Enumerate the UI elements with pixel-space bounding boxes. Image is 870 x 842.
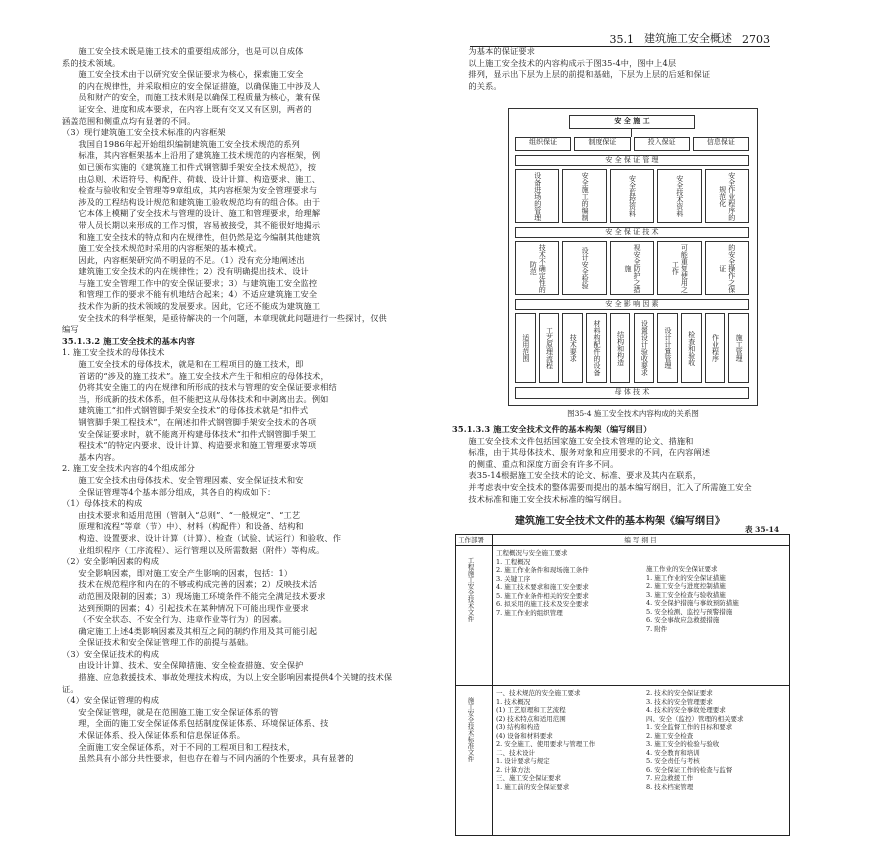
diagram-box: 施工管理 [728,313,749,383]
diagram-box: 的安全操作之保证 [705,241,749,295]
text-line: 安全保证管理，就是在范围施工施工安全保证体系的管 [78,706,279,717]
text-line: 2. 施工安全技术内容的4个组成部分 [62,463,195,474]
table-line: 8. 技术档案管理 [646,782,694,791]
text-line: 并考虑表中安全技术的整体需要而提出的基本编写纲目，汇入了所需施工安全 [468,481,752,492]
text-line: 表35-14根据施工安全技术的论文、标准、要求及其内在联系， [468,470,702,481]
table-line: 四、安全（监控）管理的相关要求 [646,714,744,723]
diagram-box: 安全施工的编制 [562,169,606,223]
text-line: 虽然具有小部分共性要求，但也存在着与不同内涵的个性要求，具有显著的 [78,753,354,764]
table-line: 2. 安全施工、使用要求与管理工作 [496,740,596,748]
diagram-top: 安 全 施 工 [569,115,695,129]
table-line: 6. 拟采用的施工技术及安全要求 [496,600,589,608]
text-line: 基本内容。 [78,451,121,462]
table-line: 1. 设计要求与规定 [496,757,550,765]
text-line: 和管理工作的要求不能有机地结合起来；4）不适应建筑施工安全 [78,289,318,300]
table-line: 2. 施工安全与进度控制措施 [646,582,726,590]
text-line: 当，形成新的技术体系，但不能把这从母体技术和中剥离出去。例如 [78,393,329,404]
table-section2-left [496,689,646,791]
text-line: （1）母体技术的构成 [62,498,143,509]
text-line: 如已颁布实施的《建筑施工扣件式钢管脚手架安全技术规范》，按 [78,161,317,172]
table-line: (4) 设备和材料要求 [496,731,553,740]
text-line: （3）现行建筑施工安全技术标准的内容框架 [62,127,226,138]
text-line: 标准，其内容框架基本上沿用了建筑施工技术规范的内容框架，例 [78,150,321,161]
text-line: （4）安全保证管理的构成 [62,695,160,706]
text-line: 技术标准和施工安全技术标准的编写纲目。 [468,493,627,504]
text-line: 施工安全技术由母体技术、安全管理因素、安全保证技术和安 [78,474,304,485]
diagram-box: 设置设计验收要求 [634,313,655,383]
text-line: 全保证技术和安全保证管理工作的前提与基础。 [78,637,254,648]
table-line: (2) 技术特点和适用范围 [496,714,566,723]
text-line: 证。 [62,683,79,694]
diagram-box: 适用范围 [515,313,536,383]
left-column [62,46,418,765]
table-line: 2. 施工安全检查 [646,731,694,740]
table-line: 一、技术规范的安全施工要求 [496,689,581,697]
text-line: 施工安全技术规范时采用的内容框架的基本模式。 [78,243,262,254]
diagram-box: 技术不确定性的防范 [515,241,559,295]
right-column-mid [452,424,788,505]
table-line: 2. 施工作业条件和现场施工条件 [496,566,589,574]
text-line: 措施、应急救援技术、事故处理技术构成，为以上安全影响因素提供4个关键的技术保 [78,672,393,683]
text-line: 技术在规范程序和内在的不够或构成完善的因素；2）反映技术活 [78,579,318,590]
text-line: 构造、设置要求、设计计算（计算）、检查（试验、试运行）和验收、作 [78,532,342,543]
text-line: 与施工安全管理工作中的安全保证要求；3）与建筑施工安全监控 [78,277,318,288]
table-line: 2. 技术的安全保证要求 [646,689,713,697]
table-line: 7. 施工作业的组织管理 [496,608,563,617]
text-line: 证安全、进度和成本要求，在内容上既有交叉又有区别，两者的 [78,103,312,114]
text-line: 带人员长期以来形成的工作习惯，容易被接受，其不能很好地揭示 [78,219,321,230]
text-line: 安全技术的科学框架，是亟待解决的一个问题，本章现就此问题进行一些探讨，仅供 [78,312,387,323]
text-line: 动范围及限制的因素；3）现场施工环境条件不能完全满足技术要求 [78,590,326,601]
text-line: （2）安全影响因素的构成 [62,556,160,567]
text-line: 员和财产的安全，而施工技术则是以确保工程质量为核心，兼有保 [78,92,321,103]
text-line: 全保证管理等4个基本部分组成，其各自的构成如下： [78,486,276,497]
table-line: 6. 安全保证工作的检查与监督 [646,765,733,774]
table-line: 3. 技术的安全管理要求 [646,697,713,706]
text-line: 检查与验收和安全管理等9章组成，其内容框架为安全管理要求与 [78,185,318,196]
text-line: 建筑施工安全技术的内在规律性；2）没有明确提出技术、设计 [78,266,309,277]
header-page: 2703 [742,33,770,46]
table-line: 7. 附件 [646,624,668,633]
text-line: 施工安全技术既是施工技术的重要组成部分，也是可以自成体 [78,46,304,56]
text-line: （3）安全保证技术的构成 [62,648,160,659]
table-line: 5. 施工作业条件相关的安全要求 [496,591,589,600]
diagram-box: 投入保证 [634,137,690,151]
text-line: 安全影响因素，即对施工安全产生影响的因素，包括：1） [78,567,293,578]
text-line: 由设计计算、技术、安全保障措施、安全检查措施、安全保护 [78,660,304,671]
text-line: （不安全状态、不安全行为、违章作业等行为）的因素。 [78,614,287,625]
diagram-box: 结构和构造 [610,313,631,383]
table-line: 4. 施工技术要求和施工安全要求 [496,583,589,591]
text-line: 编写 [62,324,79,335]
text-line: 技术作为新的技术领域的发展要求。因此，它还不能成为建筑施工 [78,301,321,312]
text-line: 涵盖范围和侧重点均有显著的不同。 [62,115,196,126]
table-section2-label: 施工安全技术标准文件 [466,697,475,762]
outline-table [455,534,790,836]
diagram-box: 可能重复使用之工作 [657,241,701,295]
text-line: 的内在规律性，并采取相应的安全保证措施，以确保施工中涉及人 [78,80,321,91]
text-line: 系的技术领域。 [62,57,121,68]
text-line: 因此，内容框架研究尚不明显的不足。（1）没有充分地阐述出 [78,254,305,265]
table-line: 4. 安全教育和培训 [646,748,700,757]
text-line: 它本体上模糊了安全技术与管理的设计、施工和管理要求，给理解 [78,208,321,219]
text-line: 1. 施工安全技术的母体技术 [62,347,165,358]
text-line: 施工安全技术由于以研究安全保证要求为核心，探索施工安全 [78,69,304,80]
text-line: 由总则、术语符号、构配件、荷载、设计计算、构造要求、施工、 [78,173,321,184]
diagram-box: 设计安全检验 [562,241,606,295]
text-line: 以上施工安全技术的内容构成示于图35-4中，图中上4层 [468,57,677,68]
diagram-box: 信息保证 [693,137,749,151]
table-line: 二、技术设计 [496,748,535,757]
table-title: 建筑施工安全技术文件的基本构架《编写纲目》 [515,516,725,527]
diagram-row5-title: 安 全 影 响 因 素 [515,299,749,310]
table-line: 1. 施工作业的安全保证措施 [646,573,726,582]
text-line: 原理和流程”等章（节）中）、材料（构配件）和设备、结构和 [78,521,304,532]
table-line: 3. 关键工序 [496,574,531,583]
text-line: 安全保证要求时，就不能离开构建母体技术“扣件式钢管脚手架工 [78,428,317,439]
text-line: 确定施工上述4类影响因素及其相互之间的制约作用及其可能引起 [78,625,318,636]
text-line: 施工安全技术文件包括国家施工安全技术管理的论文、措施和 [468,435,694,446]
right-column-top [452,46,788,92]
diagram-box: 设计计算管理 [657,313,678,383]
diagram-row4-title: 安 全 保 证 技 术 [515,227,749,238]
table-section1-label: 工程施工安全技术文件 [466,557,475,622]
table-line: 3. 施工安全检查与验收措施 [646,590,726,599]
diagram-bottom: 母 体 技 术 [515,387,749,399]
diagram-box: 组织保证 [515,137,571,151]
table-number: 表 35-14 [745,525,780,534]
table-line: 工程概况与安全施工要求 [496,549,568,557]
page-header [470,30,770,47]
table-line: 1. 安全监督工作的目标和要求 [646,723,733,731]
table-line: 2. 计算方法 [496,765,531,774]
text-line: 钢管脚手架工程技术”，在阐述扣件式钢管脚手架安全技术的各项 [78,417,317,427]
text-line: 达到预期的因素；4）引起技术在某种情况下可能出现作业要求 [78,602,309,613]
diagram-box: 检查和验收 [681,313,702,383]
table-header-mid: 编 写 纲 目 [624,536,657,544]
table-line: 1. 工程概况 [496,557,531,566]
table-line: 5. 安全检测、监控与预警措施 [646,607,733,616]
text-line: 建筑施工“扣件式钢管脚手架安全技术”的母体技术就是“扣件式 [78,405,309,416]
text-line: 涉及的工程结构设计规范和建筑施工验收规范均有的组合体。由于 [78,196,321,207]
table-header-left: 工作部署 [458,536,484,544]
diagram-row3-title: 安 全 保 证 管 理 [515,155,749,166]
text-line: 我国自1986年起开始组织编制建筑施工安全技术规范的系列 [78,138,300,149]
text-line: 排列，显示出下层为上层的前提和基础，下层为上层的后延和保证 [468,69,711,80]
diagram-box: 材料构配件的设备 [586,313,607,383]
table-line: 施工作业的安全保证要求 [646,565,718,573]
text-line: 由技术要求和适用范围（管制入“总则”、“一般规定”、“工艺 [78,509,301,520]
table-line: 1. 技术概况 [496,697,531,706]
text-line: 35.1.3.2 施工安全技术的基本内容 [62,335,195,346]
diagram-box: 视安全防护之措施 [610,241,654,295]
diagram-box: 工艺原理流程 [539,313,560,383]
text-line: 为基本的保证要求 [468,46,536,56]
text-line: 的关系。 [468,80,502,91]
text-line: 程技术”的特定内要求、设计计算、构造要求和施工管理要求等项 [78,440,317,451]
diagram-box: 安全监控资料 [610,169,654,223]
text-line: 的侧重、重点和深度方面会有许多不同。 [468,458,619,469]
table-section1-right [646,565,786,633]
text-line: 仍将其安全施工的内在规律和所形成的技术与管理的安全保证要求相结 [78,382,337,393]
table-line: 1. 施工前的安全保证要求 [496,782,570,791]
diagram-box: 设备进场的管理 [515,169,559,223]
table-line: (3) 结构和构造 [496,723,540,731]
diagram-caption: 图35-4 施工安全技术内容构成的关系图 [567,409,699,418]
header-title: 建筑施工安全概述 [644,32,732,45]
diagram-box: 技术要求 [562,313,583,383]
text-line: 首诺的“涉及的施工技术”。施工安全技术产生于和相应的母体技术， [78,370,329,381]
text-line: 业组织程序（工序流程）、运行管理以及所需数据（附件）等构成。 [78,544,325,555]
table-line: 3. 施工安全的检验与验收 [646,740,720,748]
text-line: 术保证体系、投入保证体系和信息保证体系。 [78,730,246,741]
text-line: 施工安全技术的母体技术，就是和在工程项目的施工技术，即 [78,359,304,370]
text-line: 全面施工安全保证体系，对于不同的工程项目和工程技术， [78,741,296,752]
table-line: 三、施工安全保证要求 [496,774,561,782]
table-section1-left [496,549,646,617]
table-line: 4. 技术的安全事故处理要求 [646,706,726,714]
header-section: 35.1 [609,33,634,46]
table-line: 4. 安全保护措施与事故预防措施 [646,599,739,607]
diagram-box: 安全技术资料 [657,169,701,223]
diagram-box: 安全作业程序的规范化 [705,169,749,223]
diagram-box: 制度保证 [574,137,630,151]
table-section2-right [646,689,786,791]
text-line: 35.1.3.3 施工安全技术文件的基本构架（编写纲目） [452,424,652,434]
table-line: (1) 工艺原理和工艺流程 [496,706,566,714]
table-line: 7. 应急救援工作 [646,774,694,782]
text-line: 和施工安全技术的特点和内在规律性，但仍然是迄今编制其他建筑 [78,231,321,242]
text-line: 理，全面的施工安全保证体系包括制度保证体系、环境保证体系、技 [78,718,329,729]
relationship-diagram [508,108,758,406]
text-line: 标准，由于其母体技术、服务对象和应用要求的不同，在内容阐述 [468,447,711,458]
table-line: 5. 安全责任与考核 [646,757,700,765]
table-line: 6. 安全事故应急救援措施 [646,616,720,624]
diagram-box: 作业程序 [705,313,726,383]
